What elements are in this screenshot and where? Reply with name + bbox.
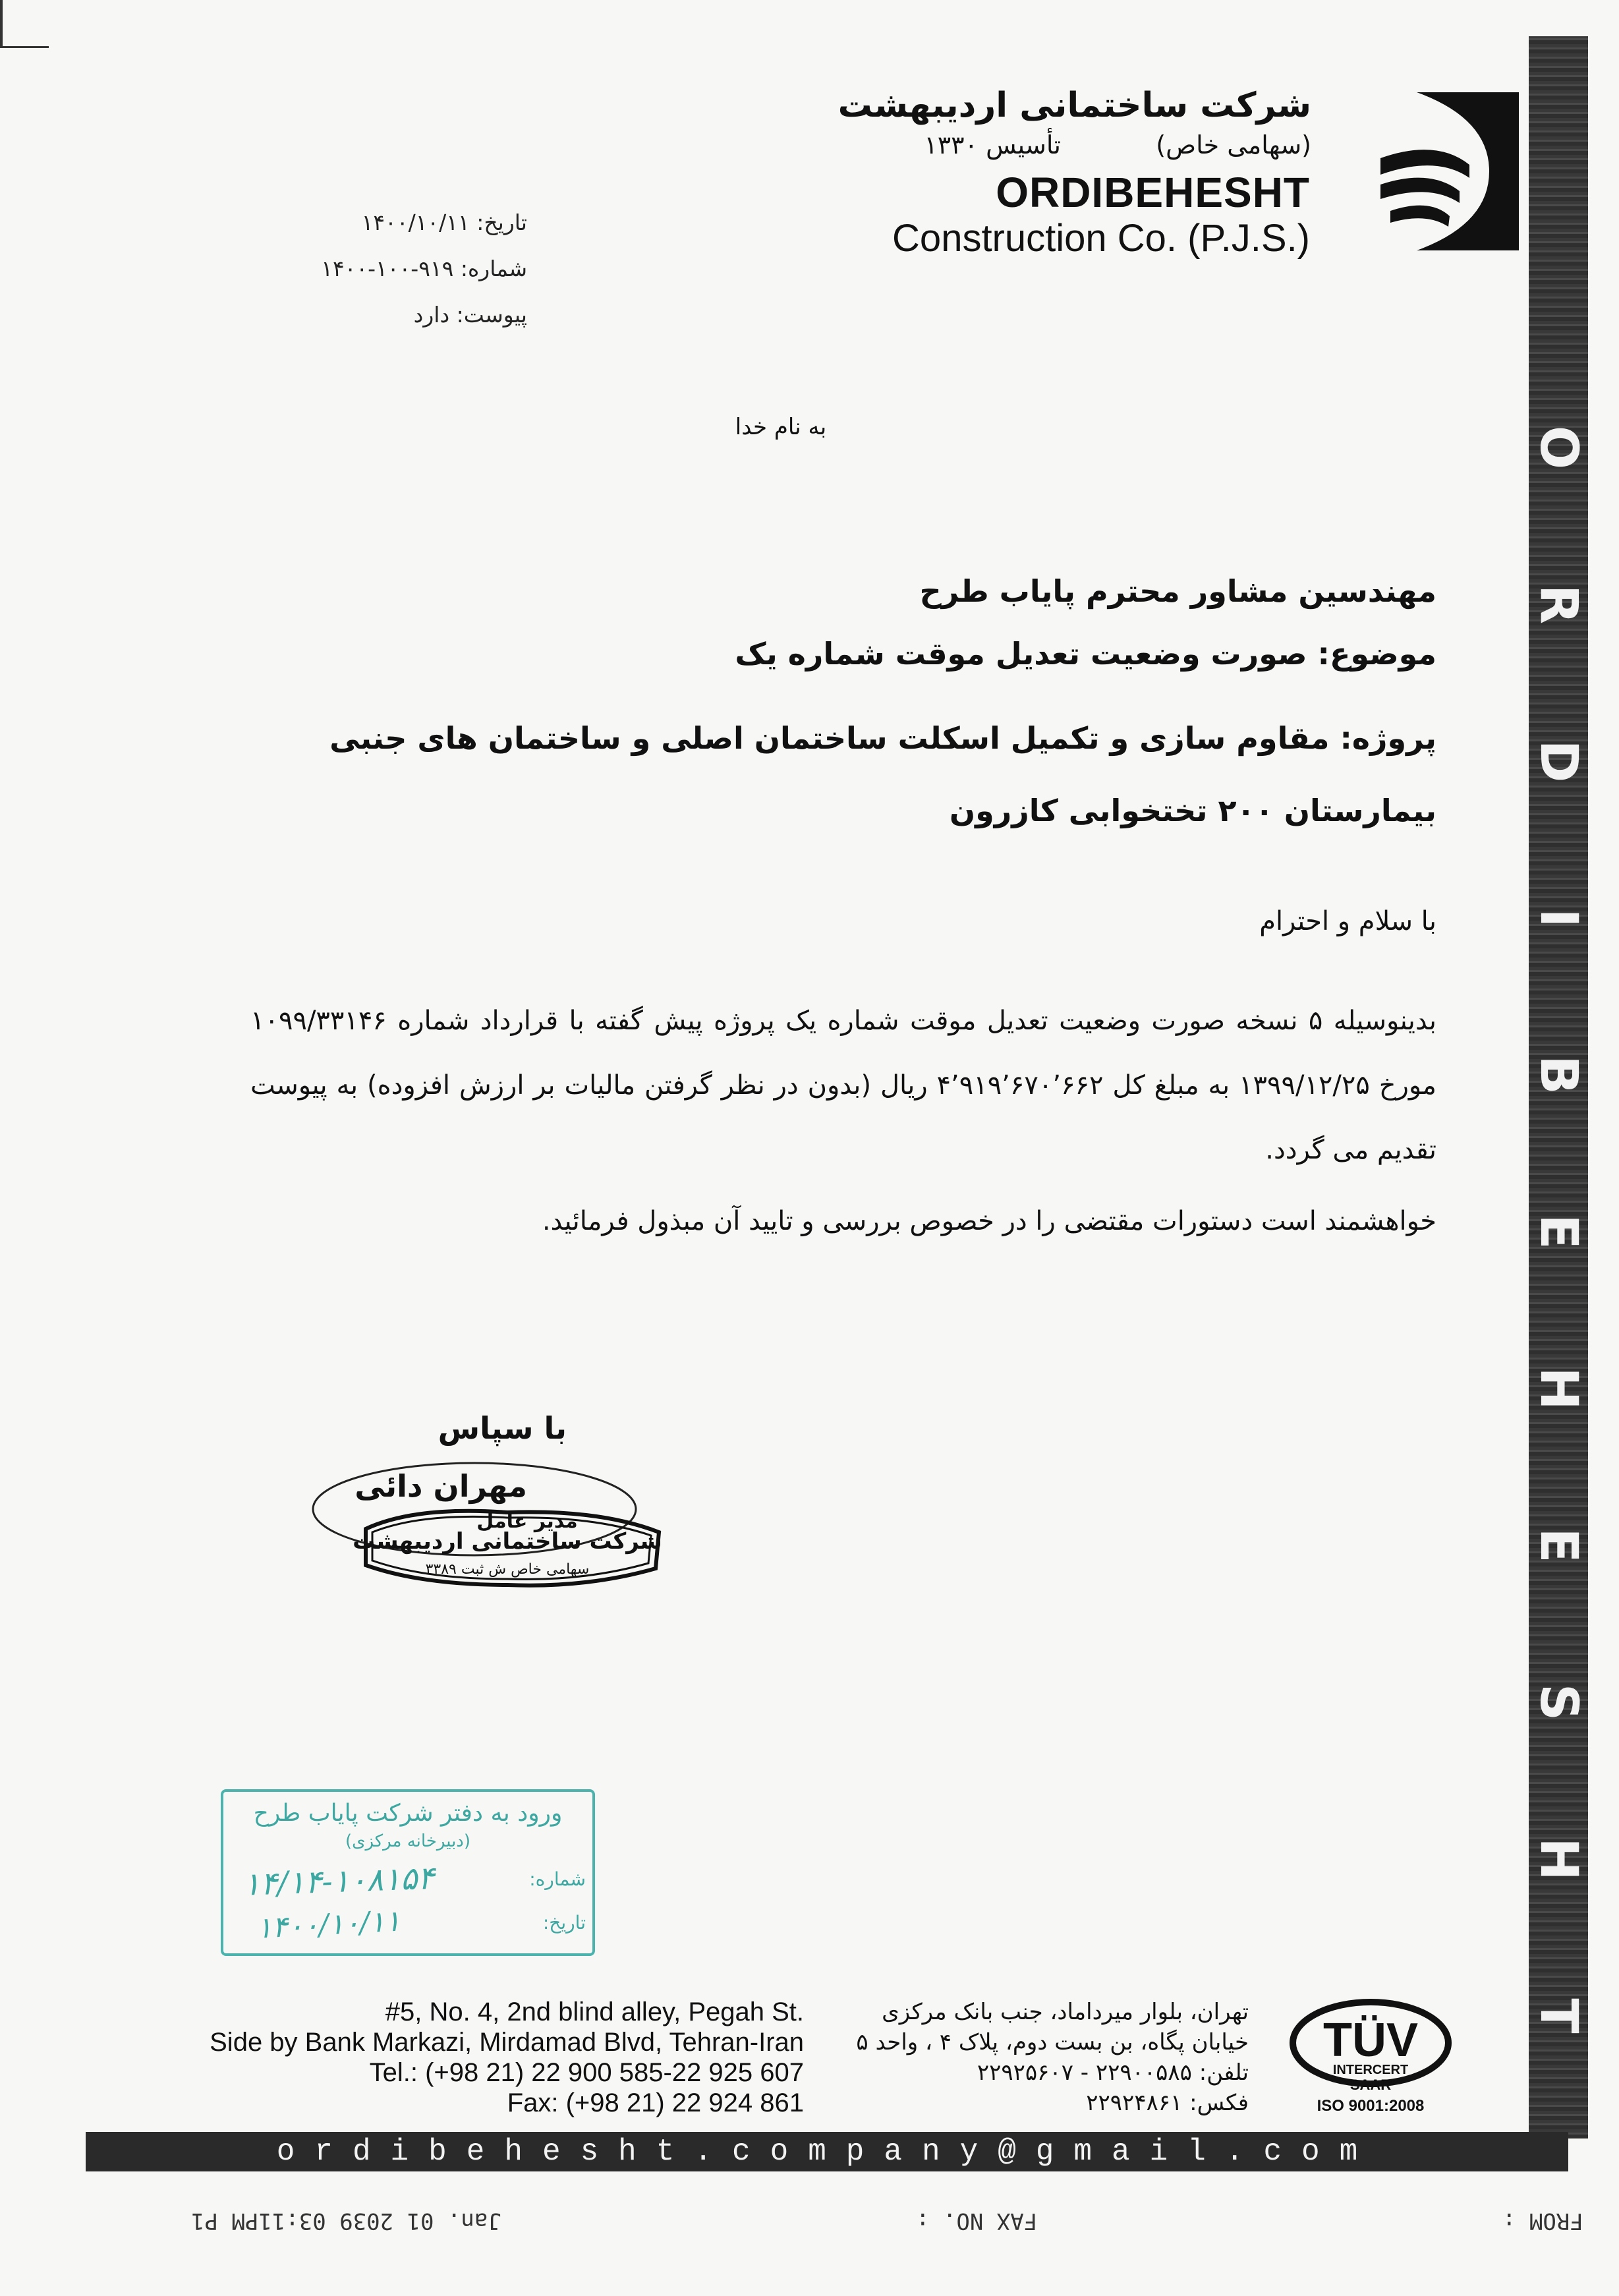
tuv-sub-1: INTERCERT bbox=[1332, 2063, 1409, 2077]
address-en-line: #5, No. 4, 2nd blind alley, Pegah St. bbox=[385, 1997, 804, 2026]
stamp-date-label: تاریخ: bbox=[542, 1912, 586, 1934]
fax-number-label: FAX NO. : bbox=[916, 2208, 1038, 2234]
side-letter: E bbox=[1529, 1528, 1588, 1563]
company-name-en: ORDIBEHESHT bbox=[996, 169, 1310, 216]
fax-header-line bbox=[86, 2208, 1583, 2254]
address-en-line: Side by Bank Markazi, Mirdamad Blvd, Tehran-Iran bbox=[210, 2028, 804, 2057]
svg-text:سهامی خاص ش ثبت ۳۳۸۹: سهامی خاص ش ثبت ۳۳۸۹ bbox=[425, 1561, 590, 1578]
side-letter: O bbox=[1529, 425, 1588, 470]
signer-name: مهران دائی bbox=[355, 1468, 527, 1504]
side-letter: E bbox=[1529, 1214, 1588, 1249]
subject-line: موضوع: صورت وضعیت تعدیل موقت شماره یک bbox=[735, 636, 1436, 672]
svg-text:شرکت ساختمانی اردیبهشت: شرکت ساختمانی اردیبهشت bbox=[353, 1528, 662, 1555]
legal-form-fa: (سهامی خاص) bbox=[1156, 130, 1311, 159]
address-fa-line: تهران، بلوار میرداماد، جنب بانک مرکزی bbox=[882, 1999, 1249, 2025]
address-fa bbox=[827, 1997, 1249, 2118]
side-letter: S bbox=[1529, 1683, 1588, 1721]
email-bar: ordibehesht.company@gmail.com bbox=[86, 2132, 1568, 2171]
iso-label: ISO 9001:2008 bbox=[1317, 2097, 1425, 2115]
side-letter: H bbox=[1529, 1837, 1588, 1881]
svg-text:مدیر عامل: مدیر عامل bbox=[476, 1510, 578, 1533]
stamp-subtitle: (دبیرخانه مرکزی) bbox=[345, 1831, 471, 1851]
company-name-fa: شرکت ساختمانی اردیبهشت bbox=[838, 86, 1311, 125]
body-paragraph: خواهشمند است دستورات مقتضی را در خصوص بررسی و تایید آن مبذول فرمائید. bbox=[542, 1206, 1436, 1236]
letter-meta bbox=[277, 210, 527, 348]
company-seal-stamp bbox=[310, 1456, 705, 1621]
founded-year-fa: تأسیس ۱۳۳۰ bbox=[924, 130, 1061, 159]
stamp-number-label: شماره: bbox=[529, 1868, 586, 1890]
project-line: پروژه: مقاوم سازی و تکمیل اسکلت ساختمان اصلی و ساختمان های جنبی بیمارستان ۲۰۰ تختخوابی کازرون bbox=[329, 720, 1436, 828]
side-letter: R bbox=[1529, 584, 1588, 625]
closing: با سپاس bbox=[438, 1410, 567, 1446]
body-paragraph: بدینوسیله ۵ نسخه صورت وضعیت تعدیل موقت شماره یک پروژه پیش گفته با قرارداد شماره ۱۰۹۹/۳۳۱۴۶ مورخ ۱۳۹۹/۱۲/۲۵ به مبلغ کل ۴٬۹۱۹٬۶۷۰٬۶۶۲ ریال (بدون در نظر گرفتن مالیات بر ارزش افزوده) به پیوست تقدیم می گردد. bbox=[250, 1006, 1437, 1165]
tuv-sub-2: SAAR bbox=[1349, 2077, 1392, 2093]
ordibehesht-logo-icon bbox=[1377, 86, 1522, 257]
receipt-stamp bbox=[221, 1789, 595, 1956]
stamp-date-value: ۱۴۰۰/۱۰/۱۱ bbox=[255, 1904, 402, 1945]
basmala: به نام خدا bbox=[735, 414, 827, 440]
address-en-line: Tel.: (+98 21) 22 900 585-22 925 607 bbox=[369, 2058, 804, 2087]
side-letter: H bbox=[1529, 1367, 1588, 1410]
letter-date: تاریخ: ۱۴۰۰/۱۰/۱۱ bbox=[361, 210, 527, 235]
recipient-line: مهندسین مشاور محترم پایاب طرح bbox=[919, 573, 1436, 609]
side-brand-letters bbox=[1529, 369, 1588, 2094]
letter-number: شماره: ۹۱۹-۱۰۰-۱۴۰۰ bbox=[321, 256, 527, 281]
fax-date-time: Jan. 01 2039 03:11PM P1 bbox=[191, 2208, 501, 2234]
scan-edge-artifact bbox=[0, 0, 49, 48]
address-en-line: Fax: (+98 21) 22 924 861 bbox=[507, 2088, 804, 2117]
address-fa-line: تلفن: ۲۲۹۰۰۵۸۵ - ۲۲۹۲۵۶۰۷ bbox=[977, 2059, 1249, 2086]
side-letter: D bbox=[1529, 739, 1588, 783]
side-letter: I bbox=[1529, 908, 1588, 928]
address-fa-line: خیابان پگاه، بن بست دوم، پلاک ۴ ، واحد ۵ bbox=[856, 2029, 1249, 2055]
side-letter: T bbox=[1529, 1998, 1588, 2034]
tuv-brand: TÜV bbox=[1323, 2014, 1418, 2067]
stamp-number-value: ۱۴/۱۴-۱۰۸۱۵۴ bbox=[242, 1859, 436, 1903]
stamp-title: ورود به دفتر شرکت پایاب طرح bbox=[253, 1800, 563, 1827]
company-subtitle-en: Construction Co. (P.J.S.) bbox=[892, 217, 1310, 260]
letter-attachment: پیوست: دارد bbox=[413, 302, 527, 328]
greeting: با سلام و احترام bbox=[1259, 906, 1436, 936]
fax-from-label: FROM : bbox=[1502, 2208, 1583, 2234]
side-letter: B bbox=[1529, 1055, 1588, 1095]
address-fa-line: فکس: ۲۲۹۲۴۸۶۱ bbox=[1086, 2090, 1249, 2116]
address-en bbox=[198, 1997, 804, 2118]
tuv-certification-logo bbox=[1288, 1994, 1460, 2119]
